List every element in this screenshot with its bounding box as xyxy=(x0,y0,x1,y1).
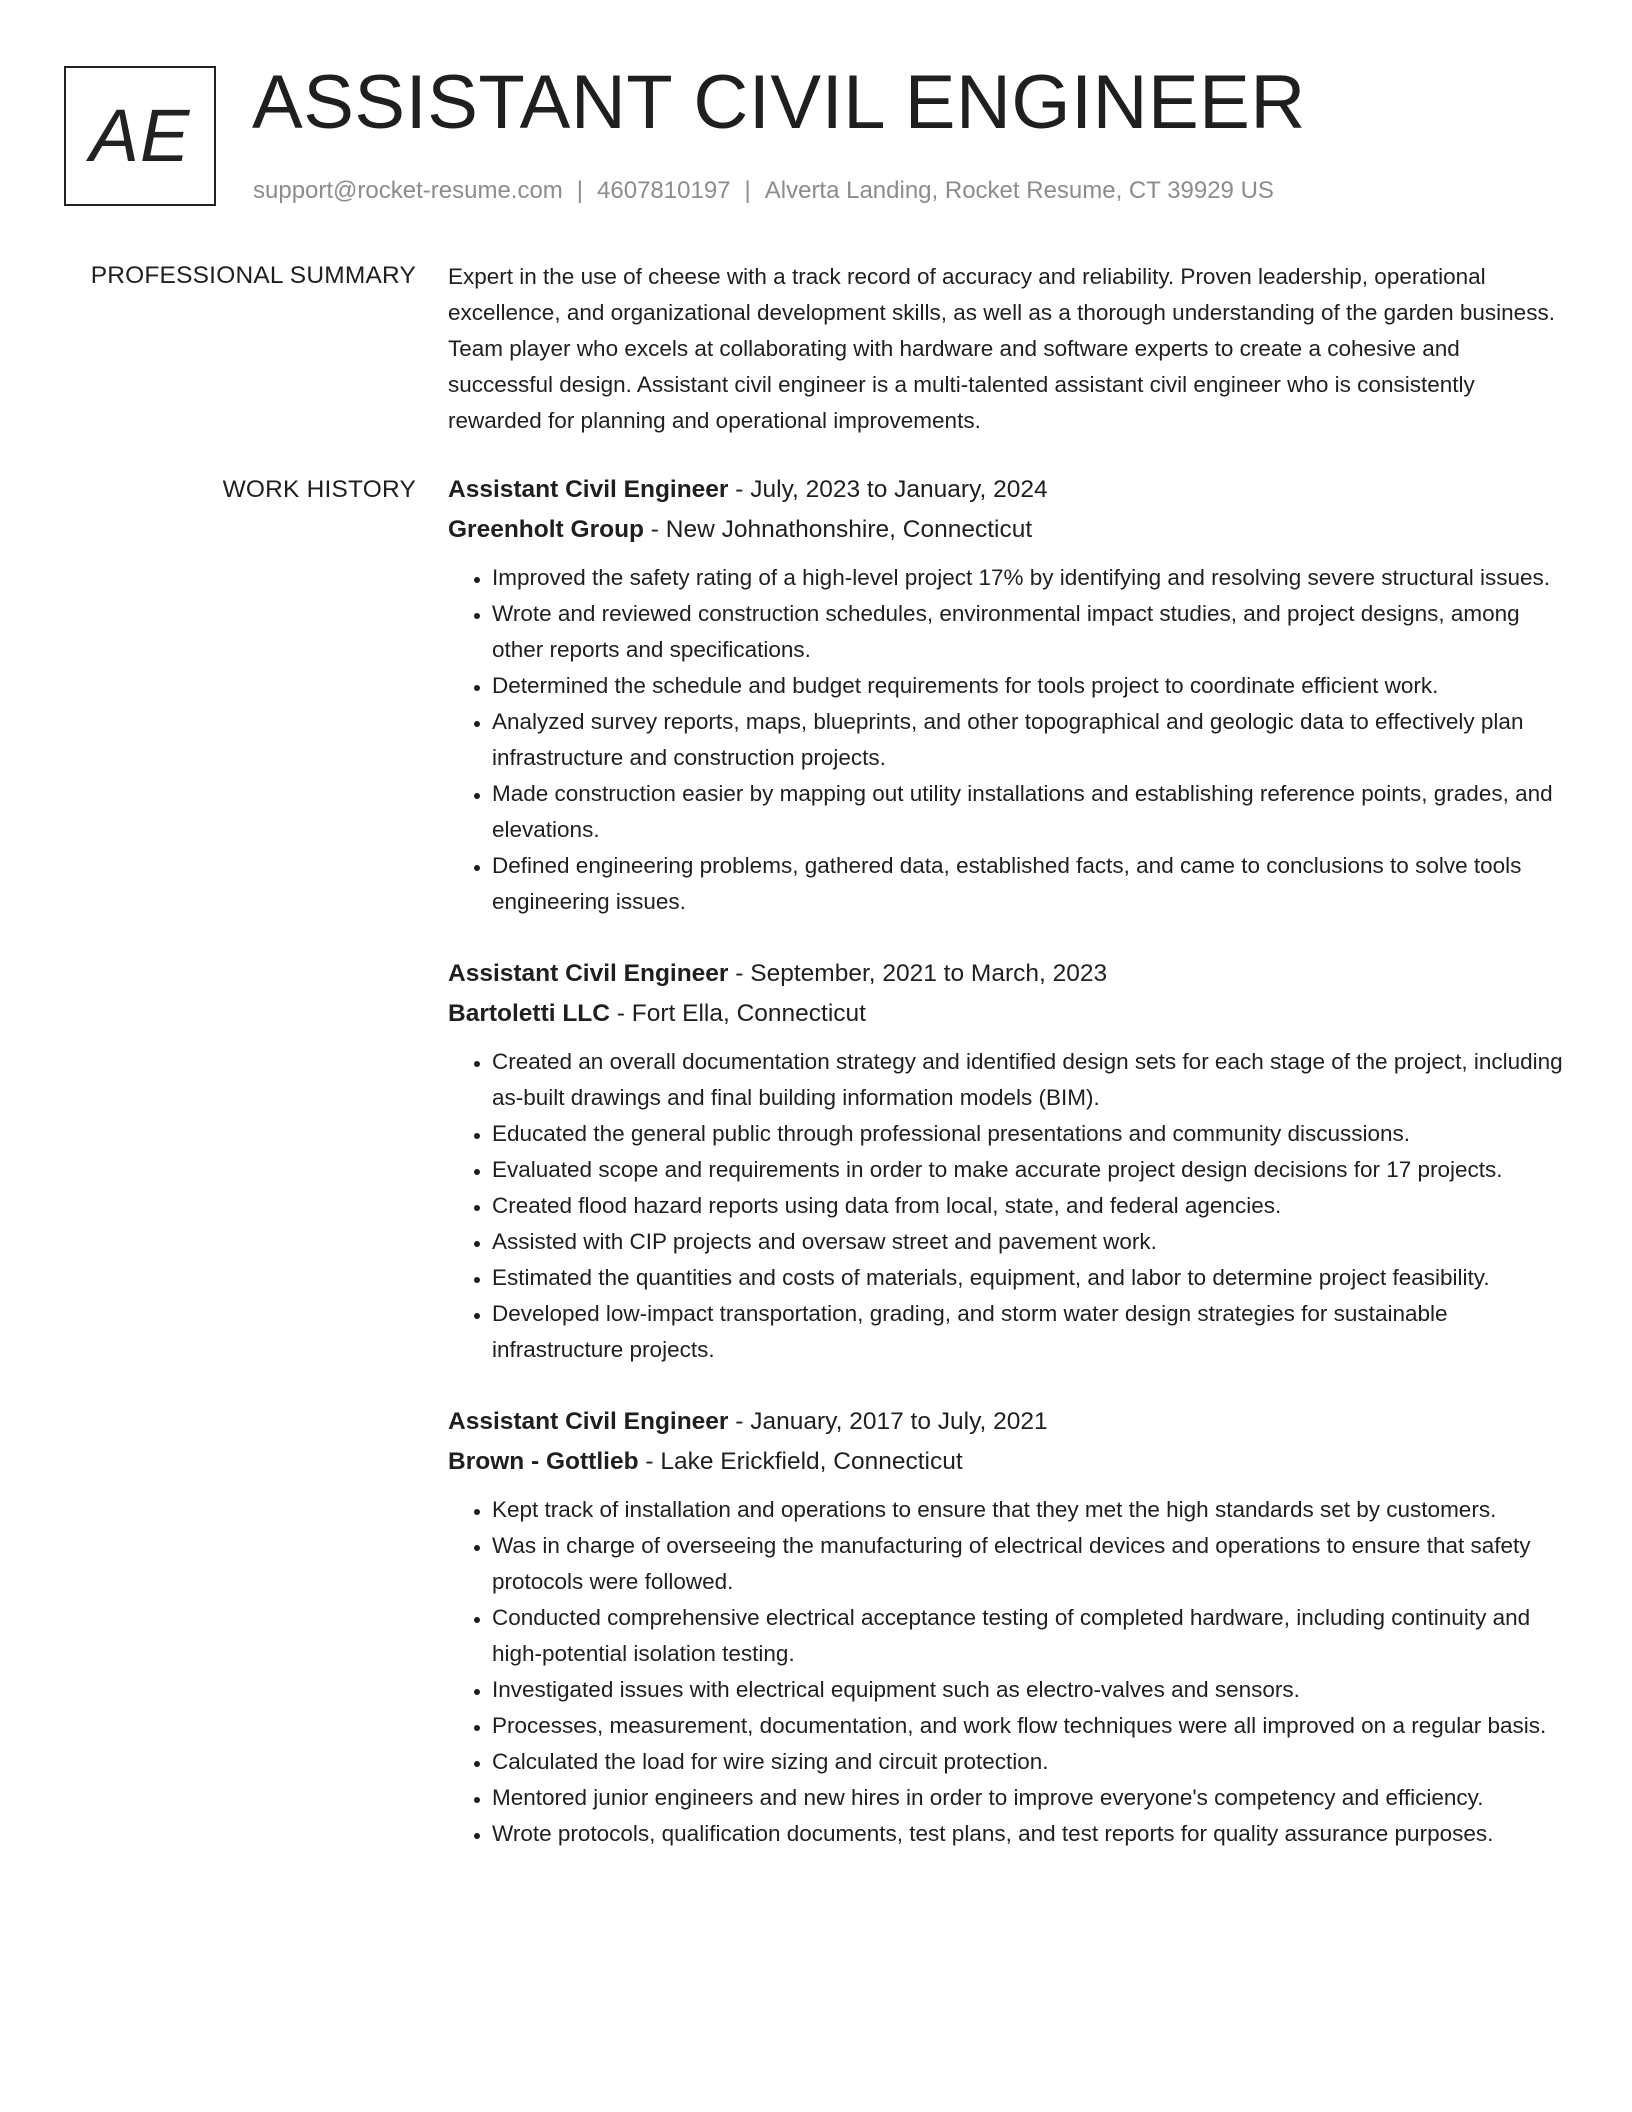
job-bullet: • Determined the schedule and budget requirements for tools project to coordinate efficient work. xyxy=(492,668,1568,704)
job-title: Assistant Civil Engineer xyxy=(448,1408,729,1435)
job-location: - New Johnathonshire, Connecticut xyxy=(644,516,1033,543)
job-bullet-list xyxy=(448,1492,1568,1852)
job-bullet: • Conducted comprehensive electrical acceptance testing of completed hardware, including continuity and high-potential isolation testing. xyxy=(492,1600,1568,1672)
summary-text: Expert in the use of cheese with a track record of accuracy and reliability. Proven leadership, operational excellence, and organizational development skills, as well as a thorough understanding of the garden business. Team player who excels at collaborating with hardware and software experts to create a cohesive and successful design. Assistant civil engineer is a multi-talented assistant civil engineer who is consistently rewarded for planning and operational improvements. xyxy=(448,264,1555,433)
job-bullet: • Was in charge of overseeing the manufacturing of electrical devices and operations to ensure that safety protocols were followed. xyxy=(492,1528,1568,1600)
job-company: Greenholt Group xyxy=(448,516,644,543)
job-title: Assistant Civil Engineer xyxy=(448,476,729,503)
work-history-body xyxy=(448,470,1568,1886)
job-title-line xyxy=(448,1402,1568,1442)
job-bullet: • Created an overall documentation strategy and identified design sets for each stage of the project, including as-built drawings and final building information models (BIM). xyxy=(492,1044,1568,1116)
monogram-box xyxy=(64,66,216,206)
job-bullet: • Mentored junior engineers and new hires in order to improve everyone's competency and efficiency. xyxy=(492,1780,1568,1816)
job-bullet: • Analyzed survey reports, maps, blueprints, and other topographical and geologic data to effectively plan infrastructure and construction projects. xyxy=(492,704,1568,776)
job-bullet-list xyxy=(448,560,1568,920)
job-bullet: • Made construction easier by mapping out utility installations and establishing reference points, grades, and elevations. xyxy=(492,776,1568,848)
contact-email[interactable]: support@rocket-resume.com xyxy=(253,177,563,204)
job-entry xyxy=(448,470,1568,920)
job-bullet: • Wrote and reviewed construction schedules, environmental impact studies, and project designs, among other reports and specifications. xyxy=(492,596,1568,668)
section-heading-work-history: WORK HISTORY xyxy=(222,476,416,503)
job-company: Brown - Gottlieb xyxy=(448,1448,639,1475)
job-bullet-list xyxy=(448,1044,1568,1368)
job-company-line xyxy=(448,1442,1568,1482)
job-dates: - January, 2017 to July, 2021 xyxy=(728,1408,1048,1435)
job-entry xyxy=(448,954,1568,1368)
job-location: - Fort Ella, Connecticut xyxy=(609,1000,866,1027)
job-title-line xyxy=(448,470,1568,510)
contact-separator: | xyxy=(576,177,584,204)
contact-address: Alverta Landing, Rocket Resume, CT 39929 US xyxy=(764,177,1274,204)
job-bullet: • Defined engineering problems, gathered data, established facts, and came to conclusions to solve tools engineering issues. xyxy=(492,848,1568,920)
job-bullet: • Investigated issues with electrical equipment such as electro-valves and sensors. xyxy=(492,1672,1568,1708)
monogram-initials: AE xyxy=(89,94,191,177)
summary-body xyxy=(448,259,1568,439)
job-bullet: • Processes, measurement, documentation, and work flow techniques were all improved on a regular basis. xyxy=(492,1708,1568,1744)
contact-line xyxy=(253,175,1274,207)
job-bullet: • Evaluated scope and requirements in order to make accurate project design decisions for 17 projects. xyxy=(492,1152,1568,1188)
job-bullet: • Estimated the quantities and costs of materials, equipment, and labor to determine project feasibility. xyxy=(492,1260,1568,1296)
job-bullet: • Educated the general public through professional presentations and community discussions. xyxy=(492,1116,1568,1152)
contact-separator: | xyxy=(744,177,751,204)
job-title-line xyxy=(448,954,1568,994)
job-bullet: • Calculated the load for wire sizing and circuit protection. xyxy=(492,1744,1568,1780)
job-bullet: • Wrote protocols, qualification documents, test plans, and test reports for quality assurance purposes. xyxy=(492,1816,1568,1852)
job-company: Bartoletti LLC xyxy=(448,1000,610,1027)
job-bullet: • Kept track of installation and operations to ensure that they met the high standards set by customers. xyxy=(492,1492,1568,1528)
job-title: Assistant Civil Engineer xyxy=(448,960,729,987)
job-company-line xyxy=(448,994,1568,1034)
section-heading-summary: PROFESSIONAL SUMMARY xyxy=(90,262,416,289)
job-company-line xyxy=(448,510,1568,550)
job-entry xyxy=(448,1402,1568,1852)
job-bullet: • Created flood hazard reports using data from local, state, and federal agencies. xyxy=(492,1188,1568,1224)
job-bullet: • Improved the safety rating of a high-level project 17% by identifying and resolving severe structural issues. xyxy=(492,560,1568,596)
job-bullet: • Assisted with CIP projects and oversaw street and pavement work. xyxy=(492,1224,1568,1260)
job-dates: - July, 2023 to January, 2024 xyxy=(728,476,1048,503)
job-dates: - September, 2021 to March, 2023 xyxy=(728,960,1108,987)
resume-title: ASSISTANT CIVIL ENGINEER xyxy=(252,60,1306,145)
job-bullet: • Developed low-impact transportation, grading, and storm water design strategies for sustainable infrastructure projects. xyxy=(492,1296,1568,1368)
contact-phone[interactable]: 4607810197 xyxy=(597,177,731,204)
job-location: - Lake Erickfield, Connecticut xyxy=(638,1448,963,1475)
